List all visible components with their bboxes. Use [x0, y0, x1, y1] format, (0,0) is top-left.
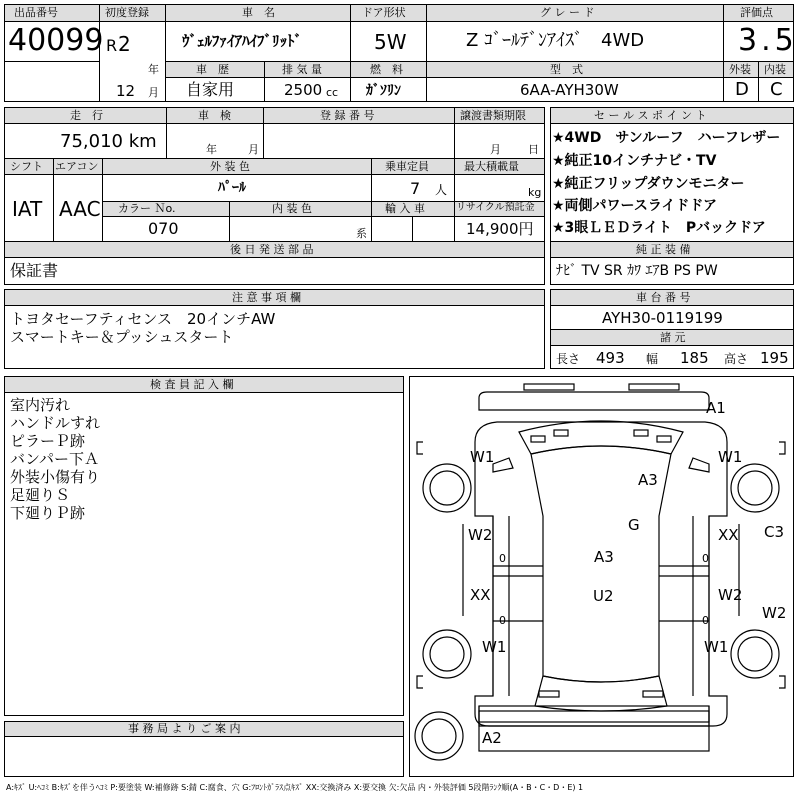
transfer-day: 日: [528, 143, 539, 156]
length-label: 長さ: [556, 352, 581, 366]
score-label: 評価点: [740, 6, 773, 19]
inspection-month: 月: [248, 143, 259, 156]
reg-era: R: [106, 36, 118, 55]
mark-w1-front-right: W1: [718, 448, 743, 466]
width-value: 185: [680, 349, 709, 367]
notes-label: 注 意 事 項 欄: [232, 291, 301, 304]
reg-month: 12: [116, 82, 136, 100]
mark-zero-2: 0: [702, 552, 709, 565]
mark-w1-rear-left: W1: [482, 638, 507, 656]
color-no-value: 070: [148, 219, 179, 238]
recycle-label: リサイクル預託金: [456, 202, 535, 213]
shift-value: IAT: [12, 197, 43, 221]
later-parts-label: 後 日 発 送 部 品: [230, 243, 314, 256]
width-label: 幅: [646, 352, 659, 366]
lot-blank-cell: [4, 61, 100, 102]
history-label: 車 歴: [196, 63, 229, 76]
reg-month-unit: 月: [148, 86, 159, 99]
inspector-label: 検 査 員 記 入 欄: [150, 378, 234, 391]
interior-grade: C: [770, 79, 783, 100]
shift-label: シフト: [10, 160, 43, 173]
fuel-label: 燃 料: [370, 63, 403, 76]
selling-points-label: セ ー ル ス ポ イ ン ト: [594, 109, 707, 122]
inspector-line-4: バンパー下Ａ: [10, 450, 99, 468]
inspector-line-6: 足廻りＳ: [10, 486, 71, 504]
inspector-line-2: ハンドルすれ: [10, 414, 101, 432]
import-label: 輸 入 車: [385, 202, 425, 215]
car-diagram: [409, 376, 794, 777]
lot-label: 出品番号: [14, 6, 58, 19]
notes-line-2: スマートキー＆プッシュスタート: [10, 328, 234, 346]
ac-value: AAC: [59, 197, 101, 221]
mark-zero-4: 0: [702, 614, 709, 627]
front-bumper-slot: [524, 384, 574, 390]
later-parts-cell: [4, 257, 545, 285]
mark-w1-front-left: W1: [470, 448, 495, 466]
capacity-unit: 人: [435, 183, 448, 197]
height-label: 高さ: [724, 352, 749, 366]
import-cell: [371, 216, 413, 242]
transfer-month: 月: [490, 143, 501, 156]
model-value: 6AA-AYH30W: [520, 81, 619, 99]
rear-bumper-shape: [479, 706, 709, 726]
first-reg-label: 初度登録: [105, 6, 149, 19]
max-load-unit: kg: [528, 186, 542, 199]
mark-w2-left: W2: [468, 526, 493, 544]
model-label: 型 式: [550, 63, 583, 76]
color-no-label: カラー Ｎo.: [118, 202, 176, 215]
equipment-label: 純 正 装 備: [636, 243, 691, 256]
dimensions-label: 諸 元: [660, 331, 686, 344]
door-value: 5W: [374, 30, 407, 54]
right-mirror: [689, 458, 709, 472]
office-label: 事 務 局 よ り ご 案 内: [128, 722, 241, 735]
chassis-label: 車 台 番 号: [636, 291, 691, 304]
door-label: ドア形状: [362, 6, 406, 19]
selling-point-3: ★純正フリップダウンモニター: [552, 176, 745, 192]
score-value: 3.5: [738, 23, 798, 58]
displacement-unit: cc: [326, 86, 339, 99]
rear-plate: [479, 706, 709, 722]
car-name-label: 車 名: [242, 6, 275, 19]
displacement-value: 2500: [284, 81, 323, 99]
inspector-line-7: 下廻りＰ跡: [10, 504, 86, 522]
mileage-value: 75,010 km: [60, 131, 157, 152]
rear-bumper-box: [479, 711, 709, 751]
front-bumper-shape: [479, 392, 709, 410]
selling-point-1: ★4WD サンルーフ ハーフレザー: [552, 130, 781, 146]
history-value: 自家用: [186, 80, 235, 99]
max-load-label: 最大積載量: [464, 160, 519, 173]
displacement-label: 排 気 量: [282, 63, 322, 76]
chassis-value: AYH30-0119199: [602, 309, 723, 327]
inspector-line-3: ピラーＰ跡: [10, 432, 86, 450]
mark-zero-1: 0: [499, 552, 506, 565]
left-mirror: [493, 458, 513, 472]
later-parts-value: 保証書: [10, 261, 59, 280]
reg-no-cell: [263, 123, 455, 159]
mark-g: G: [628, 516, 640, 534]
mark-a2: A2: [482, 729, 502, 747]
selling-point-4: ★両側パワースライドドア: [552, 198, 718, 214]
mark-a3-mid: A3: [594, 548, 614, 566]
selling-point-5: ★3眼ＬＥＤライト Pバックドア: [552, 220, 766, 236]
interior-label: 内装: [764, 63, 786, 76]
mark-w1-rear-right: W1: [704, 638, 729, 656]
int-color-label: 内 装 色: [272, 202, 312, 215]
selling-point-2: ★純正10インチナビ・TV: [552, 153, 717, 169]
inspection-label: 車 検: [198, 109, 231, 122]
grade-label: グ レ ー ド: [540, 6, 595, 19]
reg-no-label: 登 録 番 号: [320, 109, 375, 122]
length-value: 493: [596, 349, 625, 367]
mark-a1: A1: [706, 399, 726, 417]
inspector-line-5: 外装小傷有り: [10, 468, 101, 486]
mark-w2-right: W2: [718, 586, 743, 604]
import-cell-2: [412, 216, 455, 242]
height-value: 195: [760, 349, 789, 367]
mark-a3-top: A3: [638, 471, 658, 489]
windshield: [519, 421, 683, 454]
mark-u2: U2: [593, 587, 614, 605]
ext-color-label: 外 装 色: [210, 160, 250, 173]
int-color-suffix: 系: [356, 227, 367, 240]
capacity-label: 乗車定員: [385, 160, 429, 173]
grade-value: Z ｺﾞｰﾙﾃﾞﾝｱｲｽﾞ 4WD: [466, 30, 645, 51]
mark-w2-far-right: W2: [762, 604, 787, 622]
legend-text: A:ｷｽﾞ U:ﾍｺﾐ B:ｷｽﾞを伴うﾍｺﾐ P:要塗装 W:補修跡 S:錆 C:腐食、穴 G:ﾌﾛﾝﾄｶﾞﾗｽ点ｷｽﾞ XX:交換済み X:要交換 欠:欠品 内・外装評価 5段階ﾗﾝｸ順(A・B・C・D・E) 1: [6, 783, 584, 792]
int-color-cell: [229, 216, 372, 242]
lot-number: 40099: [8, 23, 104, 58]
fuel-value: ｶﾞｿﾘﾝ: [366, 83, 401, 99]
mark-zero-3: 0: [499, 614, 506, 627]
inspector-line-1: 室内汚れ: [10, 396, 71, 414]
recycle-value: 14,900円: [466, 220, 534, 238]
capacity-value: 7: [410, 179, 421, 198]
front-bumper-slot-2: [629, 384, 679, 390]
exterior-grade: D: [735, 79, 749, 100]
car-name: ｳﾞｪﾙﾌｧｲｱﾊｲﾌﾞﾘｯﾄﾞ: [182, 32, 303, 50]
reg-year: 2: [118, 32, 131, 56]
mileage-label: 走 行: [70, 109, 103, 122]
transfer-label: 譲渡書類期限: [460, 109, 526, 122]
ext-color-value: ﾊﾟｰﾙ: [218, 180, 246, 196]
notes-line-1: トヨタセーフティセンス 20インチAW: [10, 310, 276, 328]
mark-xx-left: XX: [470, 586, 491, 604]
exterior-label: 外装: [729, 63, 751, 76]
mark-c3: C3: [764, 523, 785, 541]
inspection-year: 年: [206, 143, 217, 156]
reg-year-unit: 年: [148, 63, 159, 76]
ac-label: エアコン: [55, 160, 99, 173]
equipment-value: ﾅﾋﾞ TV SR ｶﾜ ｴｱB PS PW: [556, 263, 718, 279]
mark-xx-right: XX: [718, 526, 739, 544]
